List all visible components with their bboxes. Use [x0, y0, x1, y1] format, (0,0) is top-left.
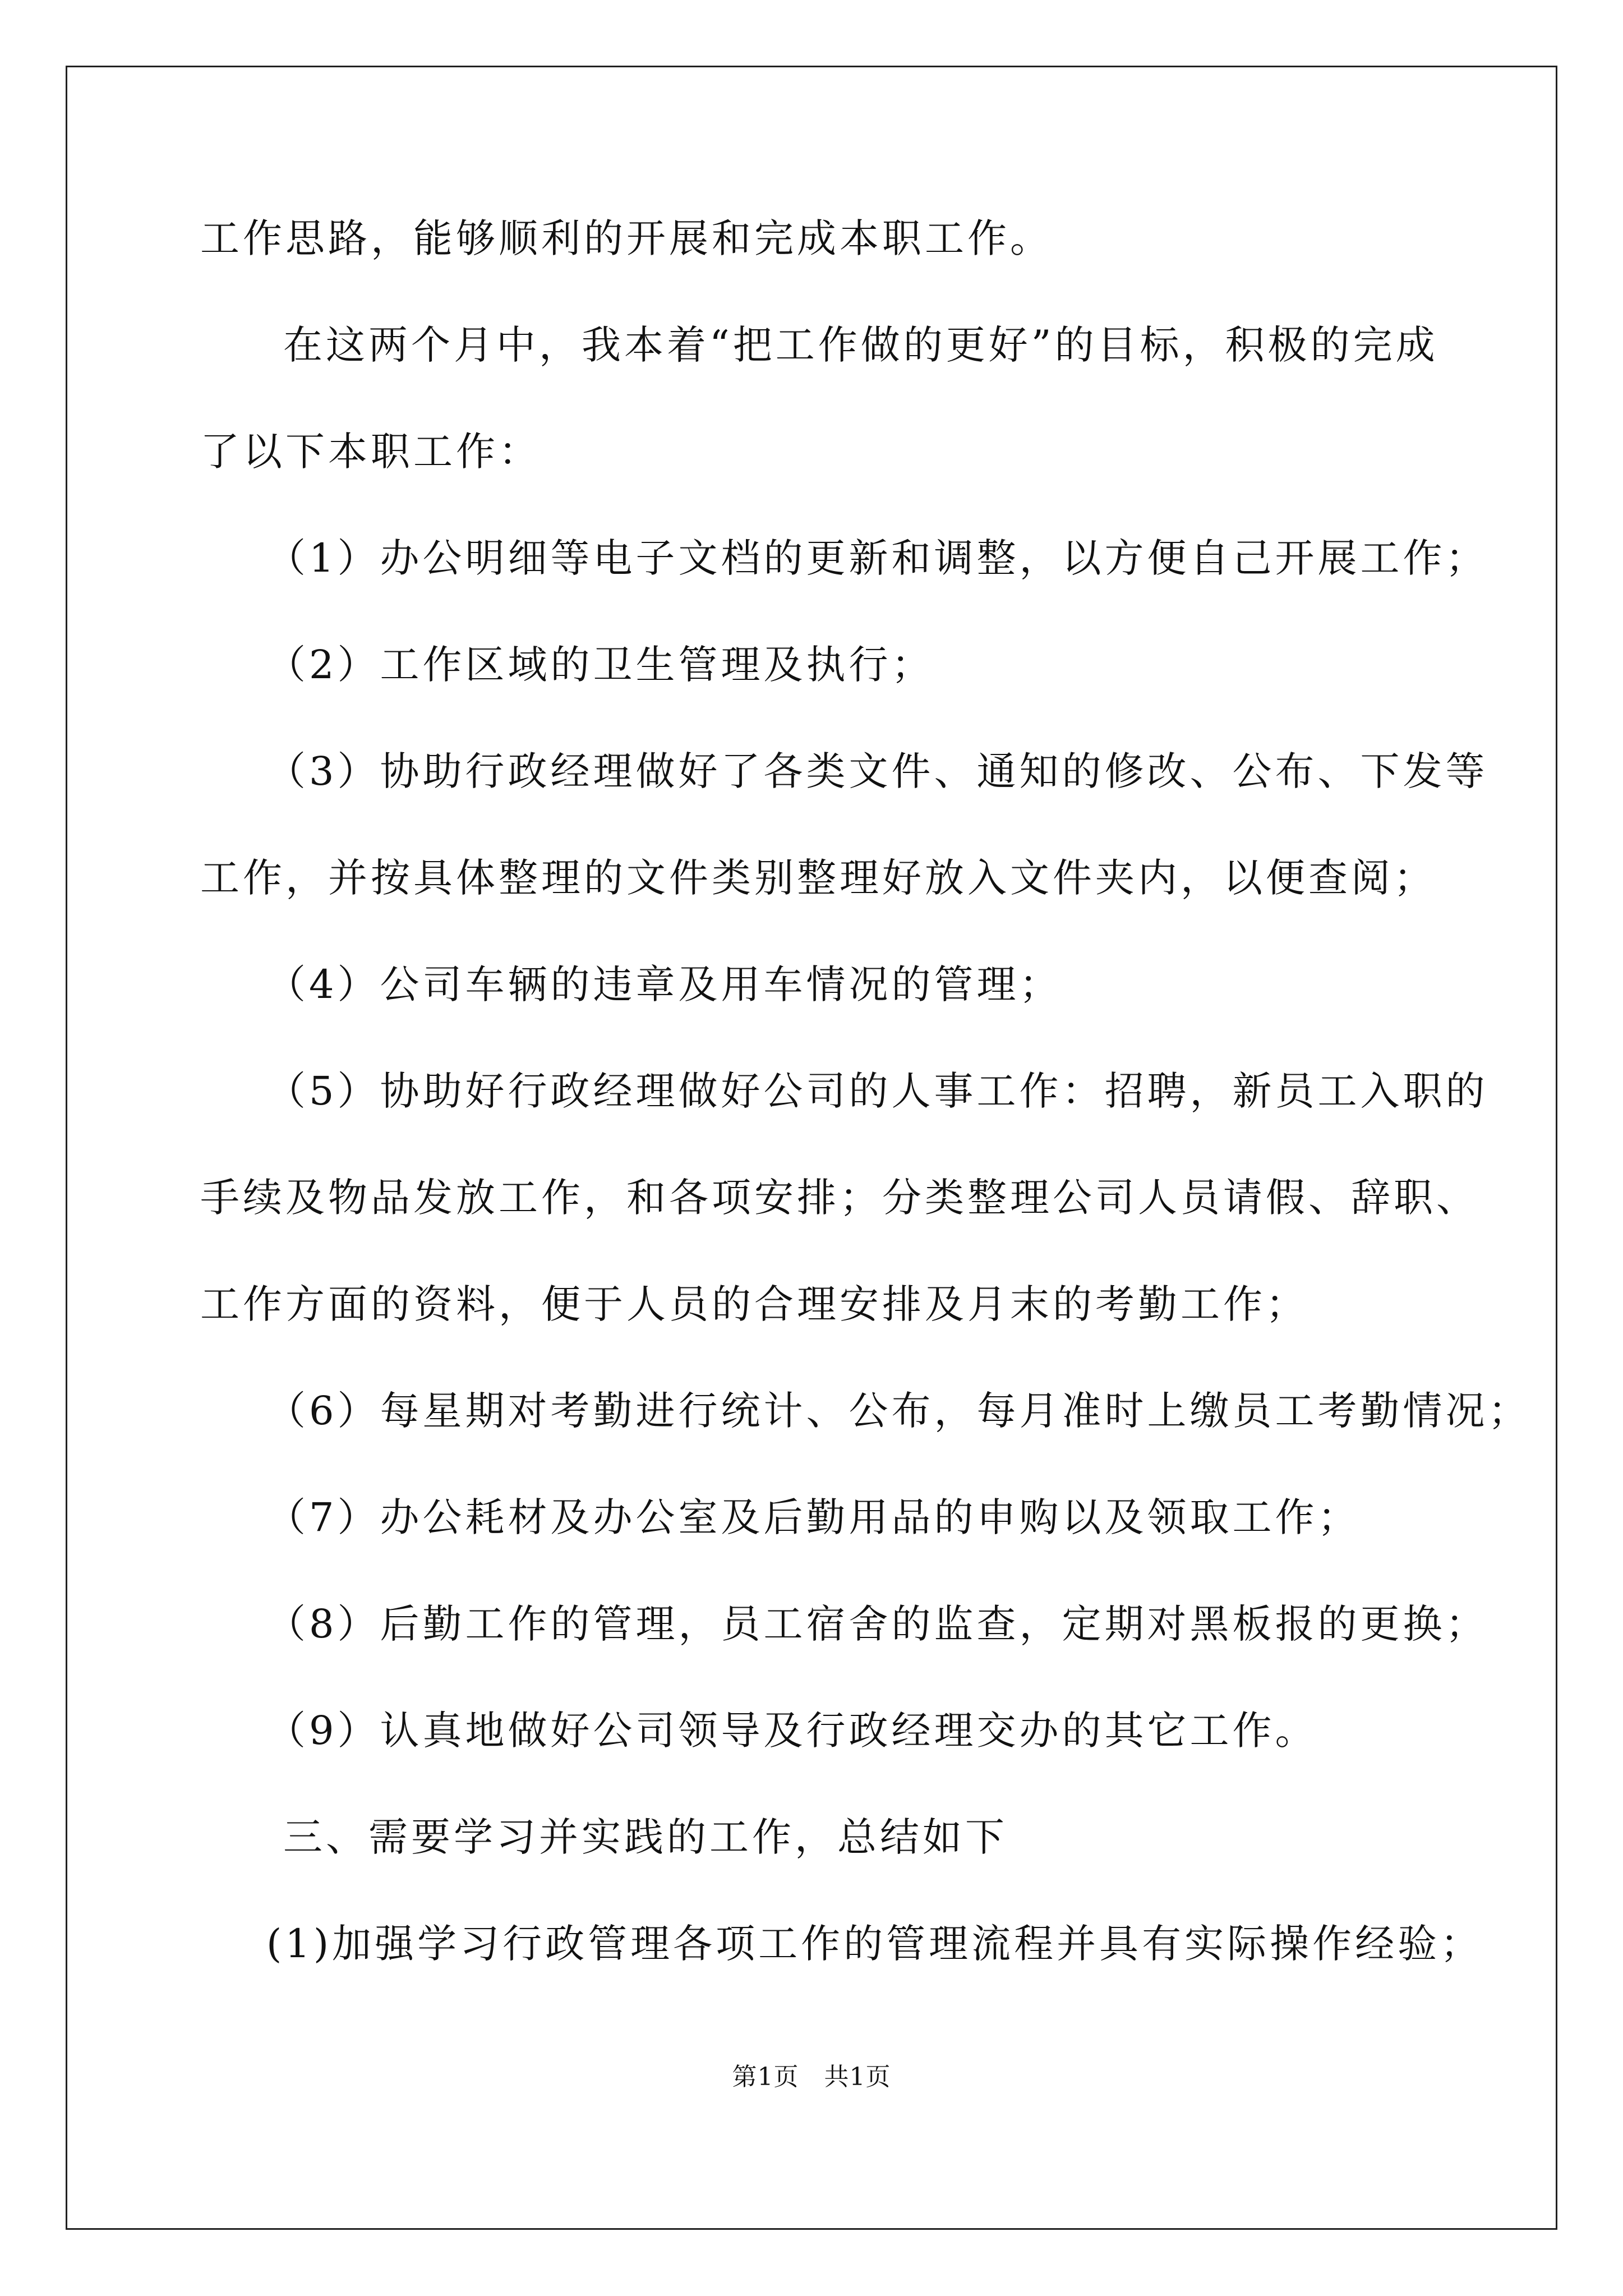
paragraph-line: 工作方面的资料，便于人员的合理安排及月末的考勤工作； [200, 1281, 1308, 1327]
list-item: （4）公司车辆的违章及用车情况的管理； [266, 961, 1062, 1007]
list-item: （2）工作区域的卫生管理及执行； [266, 642, 934, 688]
list-item: （9）认真地做好公司领导及行政经理交办的其它工作。 [266, 1708, 1318, 1754]
list-item: （7）办公耗材及办公室及后勤用品的申购以及领取工作； [266, 1494, 1361, 1540]
list-item: （6）每星期对考勤进行统计、公布，每月准时上缴员工考勤情况； [266, 1388, 1531, 1434]
list-item: （5）协助好行政经理做好公司的人事工作：招聘，新员工入职的 [266, 1068, 1488, 1114]
list-item: （8）后勤工作的管理，员工宿舍的监查，定期对黑板报的更换； [266, 1601, 1488, 1647]
list-item: (1)加强学习行政管理各项工作的管理流程并具有实际操作经验； [266, 1921, 1483, 1967]
list-item: （1）办公明细等电子文档的更新和调整，以方便自己开展工作； [266, 535, 1488, 581]
paragraph-line: 工作思路，能够顺利的开展和完成本职工作。 [200, 215, 1053, 261]
paragraph-line: 了以下本职工作： [200, 429, 541, 475]
page-border [66, 66, 1557, 2230]
paragraph-line: 手续及物品发放工作，和各项安排；分类整理公司人员请假、辞职、 [200, 1175, 1479, 1221]
page-number-footer: 第1页 共1页 [732, 2063, 891, 2091]
section-heading: 三、需要学习并实践的工作，总结如下 [283, 1814, 1008, 1860]
paragraph-line: 工作，并按具体整理的文件类别整理好放入文件夹内，以便查阅； [200, 855, 1436, 901]
paragraph-line: 在这两个月中，我本着“把工作做的更好”的目标，积极的完成 [283, 322, 1438, 368]
list-item: （3）协助行政经理做好了各类文件、通知的修改、公布、下发等 [266, 748, 1488, 794]
